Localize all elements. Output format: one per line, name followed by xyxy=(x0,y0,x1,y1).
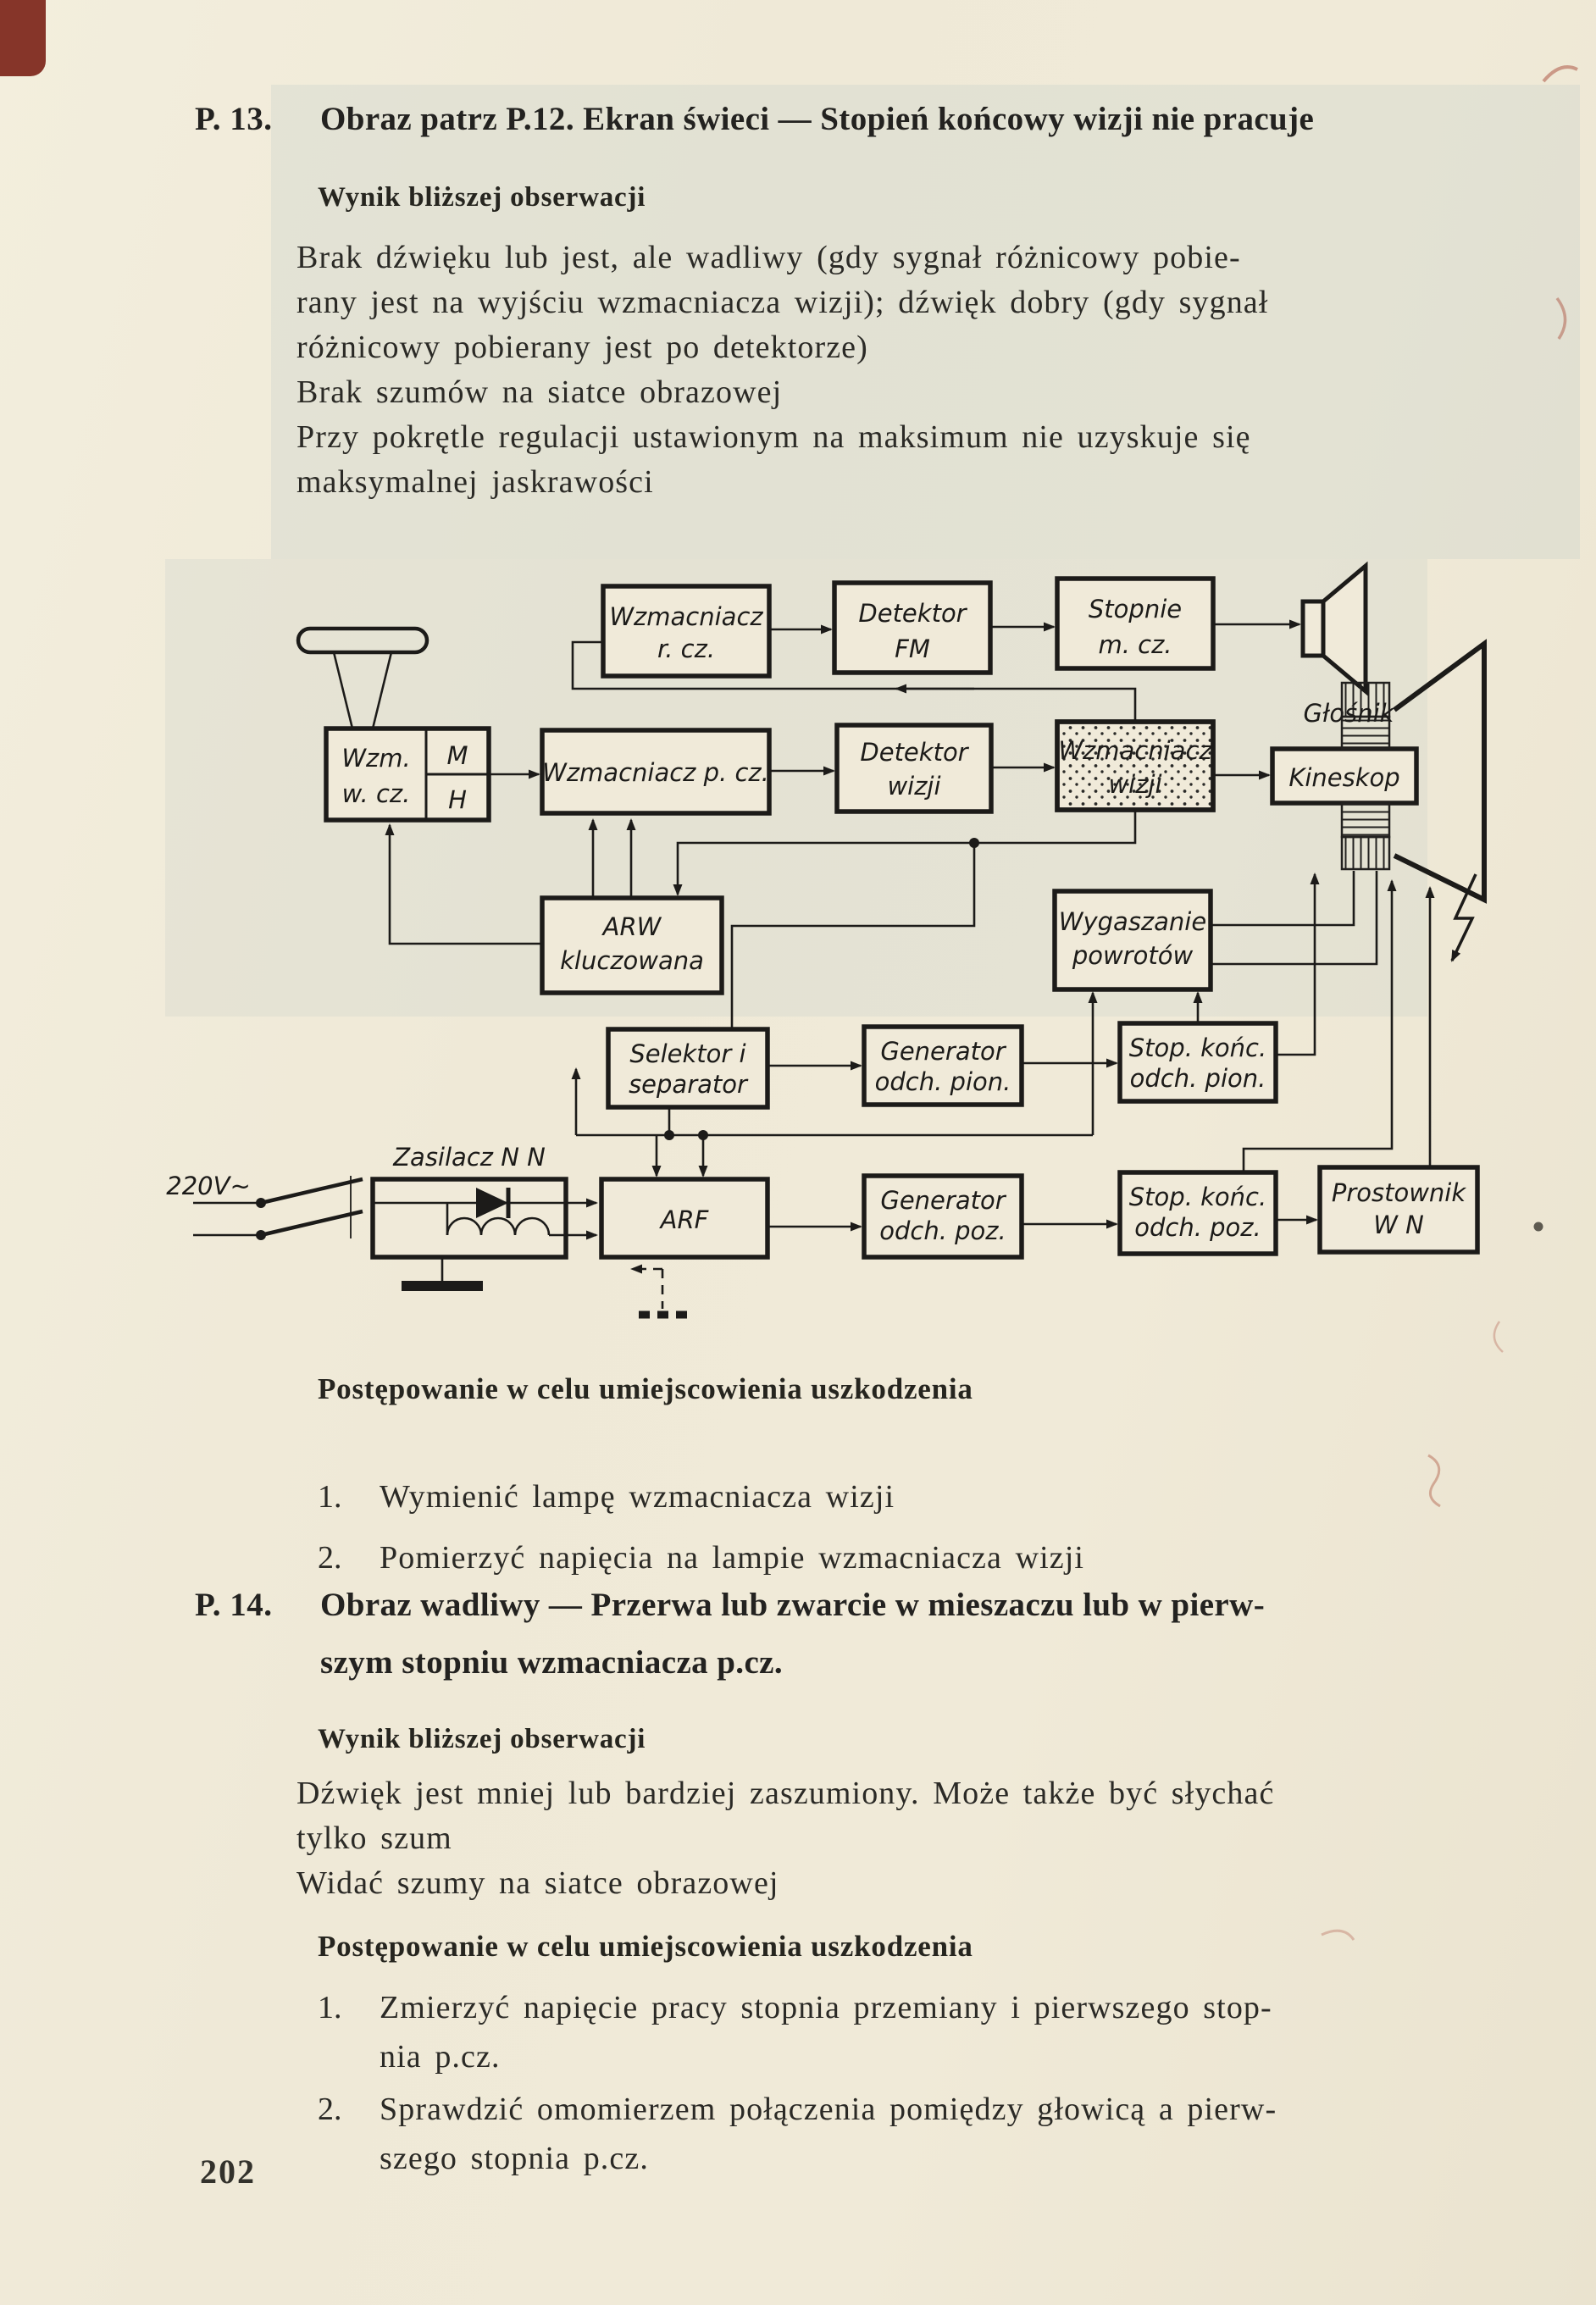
p14-step-text: Sprawdzić omomierzem połączenia pomiędzy głowicą a pierw- xyxy=(380,2092,1277,2127)
label-stopien-pion: odch. pion. xyxy=(1129,1064,1266,1093)
label-generator-poz: Generator xyxy=(880,1186,1006,1215)
p14-observation-heading: Wynik bliższej obserwacji xyxy=(318,1724,646,1754)
label-mains-voltage: 220V~ xyxy=(166,1172,251,1200)
p13-observation-line: Przy pokrętle regulacji ustawionym na maksimum nie uzyskuje się xyxy=(296,419,1251,455)
cover-edge-mark xyxy=(0,0,46,76)
p14-step-text: szego stopnia p.cz. xyxy=(380,2141,649,2176)
label-wzm-wcz: w. cz. xyxy=(341,779,411,808)
p14-heading: Obraz wadliwy — Przerwa lub zwarcie w mieszaczu lub w pierw- xyxy=(320,1587,1266,1623)
label-wzmacniacz-rcz: Wzmacniacz xyxy=(609,602,763,631)
label-detektor-wizji: Detektor xyxy=(860,738,968,767)
label-stopien-poz: odch. poz. xyxy=(1134,1213,1261,1242)
label-arf: ARF xyxy=(660,1205,709,1234)
box-wygaszanie xyxy=(1055,891,1211,989)
label-wzm-wcz: Wzm. xyxy=(341,744,411,773)
p13-observation-line: Brak szumów na siatce obrazowej xyxy=(296,374,783,410)
block-diagram xyxy=(0,525,1596,1474)
label-band-m: M xyxy=(446,741,468,770)
label-prostownik: W N xyxy=(1373,1211,1424,1239)
label-stopien-poz: Stop. końc. xyxy=(1128,1183,1267,1211)
label-stopien-pion: Stop. końc. xyxy=(1128,1033,1267,1062)
p13-observation-line: maksymalnej jaskrawości xyxy=(296,464,654,500)
label-band-h: H xyxy=(448,785,467,814)
label-prostownik: Prostownik xyxy=(1331,1178,1466,1207)
label-detektor-fm: Detektor xyxy=(858,599,967,628)
p13-section-label: P. 13. xyxy=(195,101,273,137)
label-arw: ARW xyxy=(602,912,662,941)
label-kineskop: Kineskop xyxy=(1288,763,1400,792)
label-glosnik: Głośnik xyxy=(1303,699,1394,728)
label-stopnie-mcz: m. cz. xyxy=(1098,630,1172,659)
label-wzmacniacz-wizji: wizji xyxy=(1108,770,1162,799)
p13-step-text: Pomierzyć napięcia na lampie wzmacniacza wizji xyxy=(380,1540,1085,1576)
p13-observation-line: Brak dźwięku lub jest, ale wadliwy (gdy sygnał różnicowy pobie- xyxy=(296,240,1241,275)
label-wzmacniacz-wizji: Wzmacniacz xyxy=(1058,736,1212,765)
ground-icon xyxy=(402,1257,483,1291)
p14-observation-line: Widać szumy na siatce obrazowej xyxy=(296,1865,779,1901)
p14-observation-line: tylko szum xyxy=(296,1820,452,1856)
p13-step-text: Wymienić lampę wzmacniacza wizji xyxy=(380,1479,895,1515)
label-generator-pion: odch. pion. xyxy=(874,1067,1011,1096)
label-generator-pion: Generator xyxy=(880,1037,1006,1066)
p14-step-text: Zmierzyć napięcie pracy stopnia przemiany i pierwszego stop- xyxy=(380,1990,1272,2025)
label-wygaszanie: Wygaszanie xyxy=(1058,907,1207,936)
p13-step-number: 1. xyxy=(318,1479,342,1515)
label-wygaszanie: powrotów xyxy=(1072,941,1194,970)
stain-mark xyxy=(1557,298,1566,339)
antenna-icon xyxy=(298,629,427,729)
label-stopnie-mcz: Stopnie xyxy=(1088,595,1183,623)
label-zasilacz: Zasilacz N N xyxy=(393,1143,546,1172)
label-wzmacniacz-pcz: Wzmacniacz p. cz. xyxy=(542,758,769,787)
p14-step-text: nia p.cz. xyxy=(380,2039,501,2075)
label-detektor-wizji: wizji xyxy=(887,772,941,801)
p13-observation-line: różnicowy pobierany jest po detektorze) xyxy=(296,330,868,365)
p14-heading: szym stopniu wzmacniacza p.cz. xyxy=(320,1644,784,1681)
page-number: 202 xyxy=(200,2153,256,2191)
stain-mark xyxy=(1543,67,1577,81)
dashed-ground-icon xyxy=(632,1269,690,1315)
p14-step-number: 1. xyxy=(318,1990,342,2025)
p13-observation-line: rany jest na wyjściu wzmacniacza wizji); dźwięk dobry (gdy sygnał xyxy=(296,285,1269,320)
p14-step-number: 2. xyxy=(318,2092,342,2127)
label-selektor: separator xyxy=(629,1070,747,1099)
p13-procedure-heading: Postępowanie w celu umiejscowienia uszkodzenia xyxy=(318,1372,973,1405)
label-arw: kluczowana xyxy=(560,946,704,975)
label-wzmacniacz-rcz: r. cz. xyxy=(657,634,716,663)
label-selektor: Selektor i xyxy=(629,1039,746,1068)
p13-step-number: 2. xyxy=(318,1540,342,1576)
p14-section-label: P. 14. xyxy=(195,1587,273,1623)
label-detektor-fm: FM xyxy=(895,634,930,663)
label-generator-poz: odch. poz. xyxy=(879,1216,1006,1245)
speaker-icon xyxy=(1303,566,1366,691)
p13-heading: Obraz patrz P.12. Ekran świeci — Stopień końcowy wizji nie pracuje xyxy=(320,101,1315,137)
p14-observation-line: Dźwięk jest mniej lub bardziej zaszumiony. Może także być słychać xyxy=(296,1776,1275,1811)
p14-procedure-heading: Postępowanie w celu umiejscowienia uszkodzenia xyxy=(318,1930,973,1963)
stain-mark xyxy=(1322,1931,1354,1940)
p13-observation-heading: Wynik bliższej obserwacji xyxy=(318,182,646,213)
